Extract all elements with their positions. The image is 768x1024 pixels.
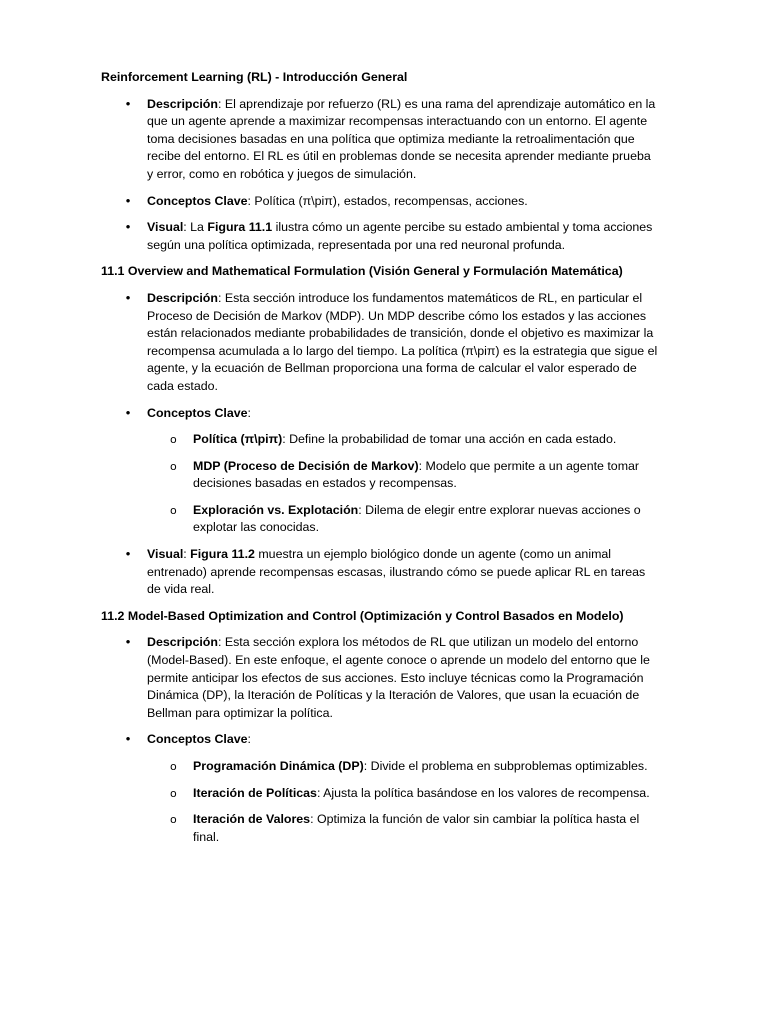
sub-item-text: : Optimiza la función de valor sin cambiar la política hasta el final. [193, 812, 640, 844]
bullet-marker: • [125, 732, 131, 747]
bullet-text: : El aprendizaje por refuerzo (RL) es una rama del aprendizaje automático en la que un agente aprende a maximizar recompensas interactuando con un entorno. El agente toma decisiones basadas en una política que optimiza mediante la retroalimentación que recibe del entorno. El RL es útil en problemas donde se necesita aprender mediante prueba y error, como en robótica y juegos de simulación. [147, 96, 656, 181]
bullet-visual [125, 546, 659, 599]
bullet-label: Conceptos Clave [147, 405, 248, 420]
bullet-label: Visual [147, 547, 184, 562]
bullet-text: muestra un ejemplo biológico donde un agente (como un animal entrenado) aprende recompensas escasas, ilustrando cómo se puede aplicar RL en tareas de vida real. [147, 547, 646, 597]
sub-item-label: Iteración de Valores [193, 812, 311, 827]
bullet-text: : Esta sección introduce los fundamentos matemáticos de RL, en particular el Proceso de Decisión de Markov (MDP). Un MDP describe cómo los estados y las acciones están relacionados mediante probabilidades de transición, donde el objetivo es maximizar la recompensa acumulada a lo largo del tiempo. La política (π\piπ) es la estrategia que sigue el agente, y la ecuación de Bellman proporciona una forma de calcular el valor esperado de cada estado. [147, 290, 658, 393]
sub-marker: o [170, 786, 177, 800]
bullet-marker: • [125, 193, 131, 208]
bullet-text: : [183, 547, 191, 562]
bullet-label: Descripción [147, 290, 218, 305]
section-heading: 11.2 Model-Based Optimization and Control (Optimización y Control Basados en Modelo) [101, 608, 624, 623]
sub-marker: o [170, 459, 177, 473]
sub-marker: o [170, 503, 177, 517]
sub-marker: o [170, 433, 177, 447]
bullet-visual [125, 219, 659, 254]
bullet-conceptos [125, 193, 659, 211]
bullet-descripcion [125, 290, 659, 396]
bullet-conceptos [125, 731, 659, 749]
bullet-label: Descripción [147, 635, 218, 650]
sub-item-label: Exploración vs. Explotación [193, 502, 359, 517]
bullet-marker: • [125, 547, 131, 562]
sub-item-text: : Define la probabilidad de tomar una acción en cada estado. [282, 432, 617, 447]
bullet-label: Conceptos Clave [147, 193, 248, 208]
bullet-marker: • [125, 290, 131, 305]
bullet-descripcion [125, 634, 659, 722]
sub-item [170, 785, 661, 803]
bullet-descripcion [125, 96, 659, 184]
sub-item-text: : Ajusta la política basándose en los valores de recompensa. [316, 785, 650, 800]
sub-item-label: Iteración de Políticas [193, 785, 317, 800]
bullet-marker: • [125, 96, 131, 111]
sub-item [170, 431, 661, 449]
bullet-marker: • [125, 635, 131, 650]
sub-item-text: : Dilema de elegir entre explorar nuevas acciones o explotar las conocidas. [193, 502, 641, 535]
bullet-label: Conceptos Clave [147, 732, 248, 747]
bullet-label: Descripción [147, 96, 218, 111]
sub-item [170, 458, 661, 493]
bullet-label: Visual [147, 220, 184, 235]
bullet-text: : [247, 405, 251, 420]
bullet-conceptos [125, 405, 659, 423]
sub-marker: o [170, 760, 177, 773]
sub-item [170, 502, 661, 537]
bullet-text: : Esta sección explora los métodos de RL que utilizan un modelo del entorno (Model-Based). En este enfoque, el agente conoce o aprende un modelo del entorno que le permite anticipar los efectos de sus acciones. Esto incluye técnicas como la Programación Dinámica (DP), la Iteración de Políticas y la Iteración de Valores, que usan la ecuación de Bellman para optimizar la política. [147, 635, 650, 720]
bullet-text: : La [183, 220, 208, 235]
sub-item-text: : Divide el problema en subproblemas optimizables. [363, 759, 648, 773]
sub-item-label: Programación Dinámica (DP) [193, 759, 364, 773]
sub-item [170, 758, 661, 776]
figure-reference: Figura 11.2 [190, 547, 255, 562]
bullet-marker: • [125, 405, 131, 420]
sub-item-text: : Modelo que permite a un agente tomar decisiones basadas en estados y recompensas. [193, 458, 640, 491]
sub-marker: o [170, 813, 177, 827]
bullet-text: ilustra cómo un agente percibe su estado ambiental y toma acciones según una política optimizada, representada por una red neuronal profunda. [147, 220, 653, 252]
bullet-marker: • [125, 220, 131, 235]
sub-item [170, 811, 661, 846]
section-heading: 11.1 Overview and Mathematical Formulation (Visión General y Formulación Matemática) [101, 264, 623, 279]
sub-item-label: Política (π\piπ) [193, 432, 283, 447]
figure-reference: Figura 11.1 [207, 220, 273, 235]
bullet-text: : [247, 732, 251, 747]
bullet-text: : Política (π\piπ), estados, recompensas, acciones. [247, 193, 528, 208]
sub-item-label: MDP (Proceso de Decisión de Markov) [193, 458, 419, 473]
section-heading: Reinforcement Learning (RL) - Introducción General [101, 70, 408, 84]
